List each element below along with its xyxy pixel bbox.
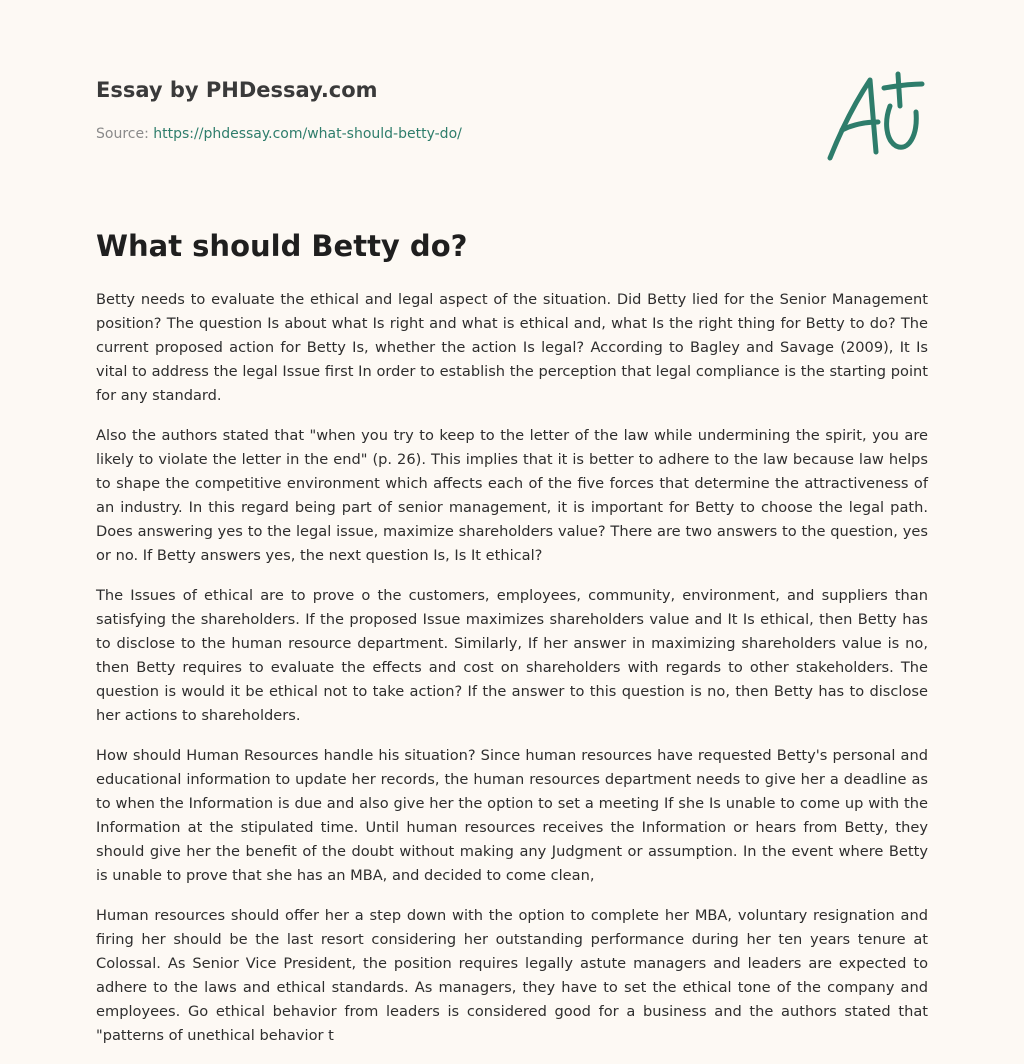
essay-header — [96, 76, 928, 144]
source-link[interactable]: https://phdessay.com/what-should-betty-do/ — [153, 126, 462, 142]
site-title: Essay by PHDessay.com — [96, 78, 378, 102]
source-line — [96, 124, 928, 144]
essay-paragraph: How should Human Resources handle his situation? Since human resources have requested Betty's personal and educational information to update her records, the human resources department needs to give her a deadline as to when the Information is due and also give her the option to set a meeting If she Is unable to come up with the Information at the stipulated time. Until human resources receives the Information or hears from Betty, they should give her the benefit of the doubt without making any Judgment or assumption. In the event where Betty is unable to prove that she has an MBA, and decided to come clean, — [96, 747, 928, 884]
essay-paragraph: Also the authors stated that "when you try to keep to the letter of the law while undermining the spirit, you are likely to violate the letter in the end" (p. 26). This implies that it is better to adhere to the law because law helps to shape the competitive environment which affects each of the five forces that determine the attractiveness of an industry. In this regard being part of senior management, it is important for Betty to choose the legal path. Does answering yes to the legal issue, maximize shareholders value? There are two answers to the question, yes or no. If Betty answers yes, the next question Is, Is It ethical? — [96, 427, 928, 564]
essay-paragraph: Human resources should offer her a step down with the option to complete her MBA, voluntary resignation and firing her should be the last resort considering her outstanding performance during her ten years tenure at Colossal. As Senior Vice President, the position requires legally astute managers and leaders are expected to adhere to the laws and ethical standards. As managers, they have to set the ethical tone of the company and employees. Go ethical behavior from leaders is considered good for a business and the authors stated that "patterns of unethical behavior t — [96, 907, 928, 1044]
essay-paragraph: The Issues of ethical are to prove o the customers, employees, community, environment, and suppliers than satisfying the shareholders. If the proposed Issue maximizes shareholders value and It Is ethical, then Betty has to disclose to the human resource department. Similarly, If her answer in maximizing shareholders value is no, then Betty requires to evaluate the effects and cost on shareholders with regards to other stakeholders. The question is would it be ethical not to take action? If the answer to this question is no, then Betty has to disclose her actions to shareholders. — [96, 587, 928, 724]
essay-title: What should Betty do? — [96, 229, 468, 263]
essay-paragraph: Betty needs to evaluate the ethical and legal aspect of the situation. Did Betty lied for the Senior Management position? The question Is about what Is right and what is ethical and, what Is the right thing for Betty to do? The current proposed action for Betty Is, whether the action Is legal? According to Bagley and Savage (2009), It Is vital to address the legal Issue first In order to establish the perception that legal compliance is the starting point for any standard. — [96, 291, 928, 404]
a-plus-grade-icon — [820, 66, 932, 166]
source-label: Source: — [96, 126, 154, 142]
a-plus-logo-svg — [820, 66, 932, 166]
essay-article — [96, 226, 928, 1064]
